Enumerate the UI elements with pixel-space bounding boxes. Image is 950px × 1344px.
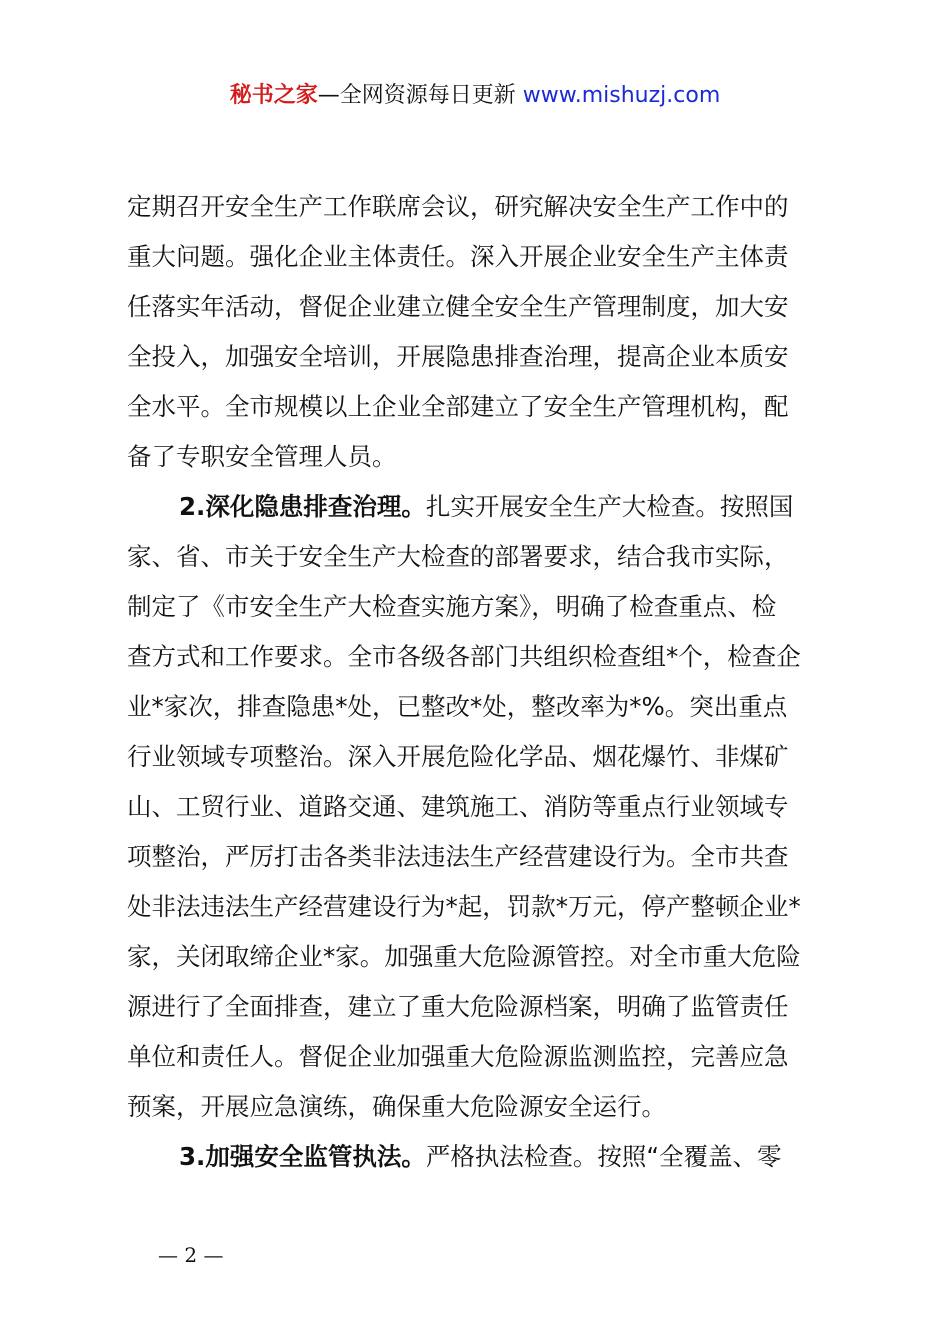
section-heading-line [127,482,839,532]
section-heading-line [127,1132,839,1182]
text-line: 源进行了全面排查，建立了重大危险源档案，明确了监管责任 [127,992,789,1021]
text-line: 全投入，加强安全培训，开展隐患排查治理，提高企业本质安 [127,342,789,371]
text-line: 业*家次，排查隐患*处，已整改*处，整改率为*%。突出重点 [127,692,788,721]
text-line: 查方式和工作要求。全市各级各部门共组织检查组*个，检查企 [127,642,801,671]
text-line: 处非法违法生产经营建设行为*起，罚款*万元，停产整顿企业* [127,892,801,921]
site-url-link[interactable]: www.mishuzj.com [522,83,721,108]
text-line: 行业领域专项整治。深入开展危险化学品、烟花爆竹、非煤矿 [127,742,789,771]
section-heading: 2.深化隐患排查治理。 [179,492,426,521]
text-line: 家、省、市关于安全生产大检查的部署要求，结合我市实际， [127,542,789,571]
document-body [127,182,839,1182]
text-line: 家，关闭取缔企业*家。加强重大危险源管控。对全市重大危险 [127,942,801,971]
site-brand: 秘书之家 [229,83,318,108]
site-tagline: —全网资源每日更新 [317,83,516,108]
text-line: 单位和责任人。督促企业加强重大危险源监测监控，完善应急 [127,1042,789,1071]
text-line: 制定了《市安全生产大检查实施方案》，明确了检查重点、检 [127,592,777,621]
text-line: 定期召开安全生产工作联席会议，研究解决安全生产工作中的 [127,192,789,221]
text-line: 项整治，严厉打击各类非法违法生产经营建设行为。全市共查 [127,842,789,871]
text-line: 备了专职安全管理人员。 [127,442,397,471]
text-line: 严格执法检查。按照“全覆盖、零 [425,1142,782,1171]
text-line: 扎实开展安全生产大检查。按照国 [425,492,794,521]
text-line: 重大问题。强化企业主体责任。深入开展企业安全生产主体责 [127,242,789,271]
text-line: 预案，开展应急演练，确保重大危险源安全运行。 [127,1092,666,1121]
section-heading: 3.加强安全监管执法。 [179,1142,426,1171]
page-number: — 2 — [158,1243,224,1267]
text-line: 任落实年活动，督促企业建立健全安全生产管理制度，加大安 [127,292,789,321]
page-header [0,78,950,114]
text-line: 山、工贸行业、道路交通、建筑施工、消防等重点行业领域专 [127,792,789,821]
text-line: 全水平。全市规模以上企业全部建立了安全生产管理机构，配 [127,392,789,421]
